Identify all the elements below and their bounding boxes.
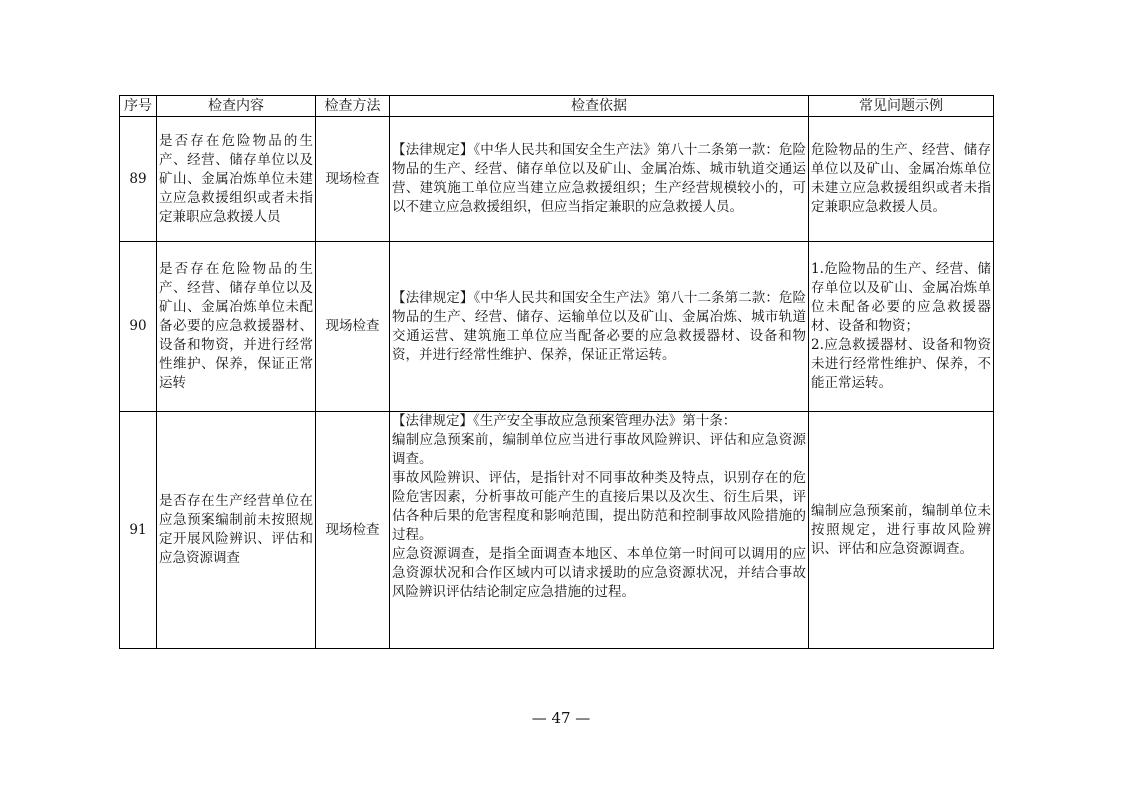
- basis-paragraph: 【法律规定】《中华人民共和国安全生产法》第八十二条第一款：危险物品的生产、经营、储存单位以及矿山、金属冶炼、城市轨道交通运营、建筑施工单位应当建立应急救援组织；生产经营规模较小的，可以不建立应急救援组织，但应当指定兼职的应急救援人员。: [392, 142, 806, 215]
- issue-item: 危险物品的生产、经营、储存单位以及矿山、金属冶炼单位未建立应急救援组织或者未指定兼职应急救援人员。: [811, 142, 991, 215]
- header-seq: 序号: [120, 96, 157, 117]
- issue-item: 2.应急救援器材、设备和物资未进行经常性维护、保养，不能正常运转。: [811, 337, 991, 391]
- row-issues: [809, 242, 994, 412]
- basis-paragraph: 事故风险辨识、评估，是指针对不同事故种类及特点，识别存在的危险危害因素，分析事故可能产生的直接后果以及次生、衍生后果，评估各种后果的危害程度和影响范围，提出防范和控制事故风险措施的过程。: [392, 470, 806, 543]
- row-seq: 90: [120, 242, 157, 412]
- row-content: 是否存在危险物品的生产、经营、储存单位以及矿山、金属冶炼单位未配备必要的应急救援器材、设备和物资，并进行经常性维护、保养，保证正常运转: [157, 242, 316, 412]
- row-method: 现场检查: [316, 242, 390, 412]
- issue-item: 编制应急预案前，编制单位未按照规定，进行事故风险辨识、评估和应急资源调查。: [811, 502, 991, 557]
- row-basis: [390, 117, 809, 242]
- header-method: 检查方法: [316, 96, 390, 117]
- inspection-table: [119, 95, 994, 649]
- table-row: [120, 242, 994, 412]
- row-method: 现场检查: [316, 117, 390, 242]
- basis-paragraph: 应急资源调查，是指全面调查本地区、本单位第一时间可以调用的应急资源状况和合作区域内可以请求援助的应急资源状况，并结合事故风险辨识评估结论制定应急措施的过程。: [392, 546, 806, 600]
- header-basis: 检查依据: [390, 96, 809, 117]
- basis-paragraph: 【法律规定】《中华人民共和国安全生产法》第八十二条第二款：危险物品的生产、经营、储存、运输单位以及矿山、金属冶炼、城市轨道交通运营、建筑施工单位应当配备必要的应急救援器材、设备和物资，并进行经常性维护、保养，保证正常运转。: [392, 289, 806, 363]
- table-row: [120, 412, 994, 649]
- row-content: 是否存在危险物品的生产、经营、储存单位以及矿山、金属冶炼单位未建立应急救援组织或者未指定兼职应急救援人员: [157, 117, 316, 242]
- row-basis: [390, 242, 809, 412]
- table-header-row: [120, 96, 994, 117]
- row-basis: [390, 412, 809, 649]
- header-content: 检查内容: [157, 96, 316, 117]
- row-issues: [809, 117, 994, 242]
- row-content: 是否存在生产经营单位在应急预案编制前未按照规定开展风险辨识、评估和应急资源调查: [157, 412, 316, 649]
- row-seq: 91: [120, 412, 157, 649]
- basis-paragraph: 编制应急预案前，编制单位应当进行事故风险辨识、评估和应急资源调查。: [392, 432, 806, 467]
- row-issues: [809, 412, 994, 649]
- issue-item: 1.危险物品的生产、经营、储存单位以及矿山、金属冶炼单位未配备必要的应急救援器材、设备和物资；: [811, 261, 991, 334]
- basis-paragraph: 【法律规定】《生产安全事故应急预案管理办法》第十条：: [392, 413, 737, 429]
- table-row: [120, 117, 994, 242]
- header-issues: 常见问题示例: [809, 96, 994, 117]
- page-number: — 47 —: [531, 709, 591, 727]
- row-method: 现场检查: [316, 412, 390, 649]
- row-seq: 89: [120, 117, 157, 242]
